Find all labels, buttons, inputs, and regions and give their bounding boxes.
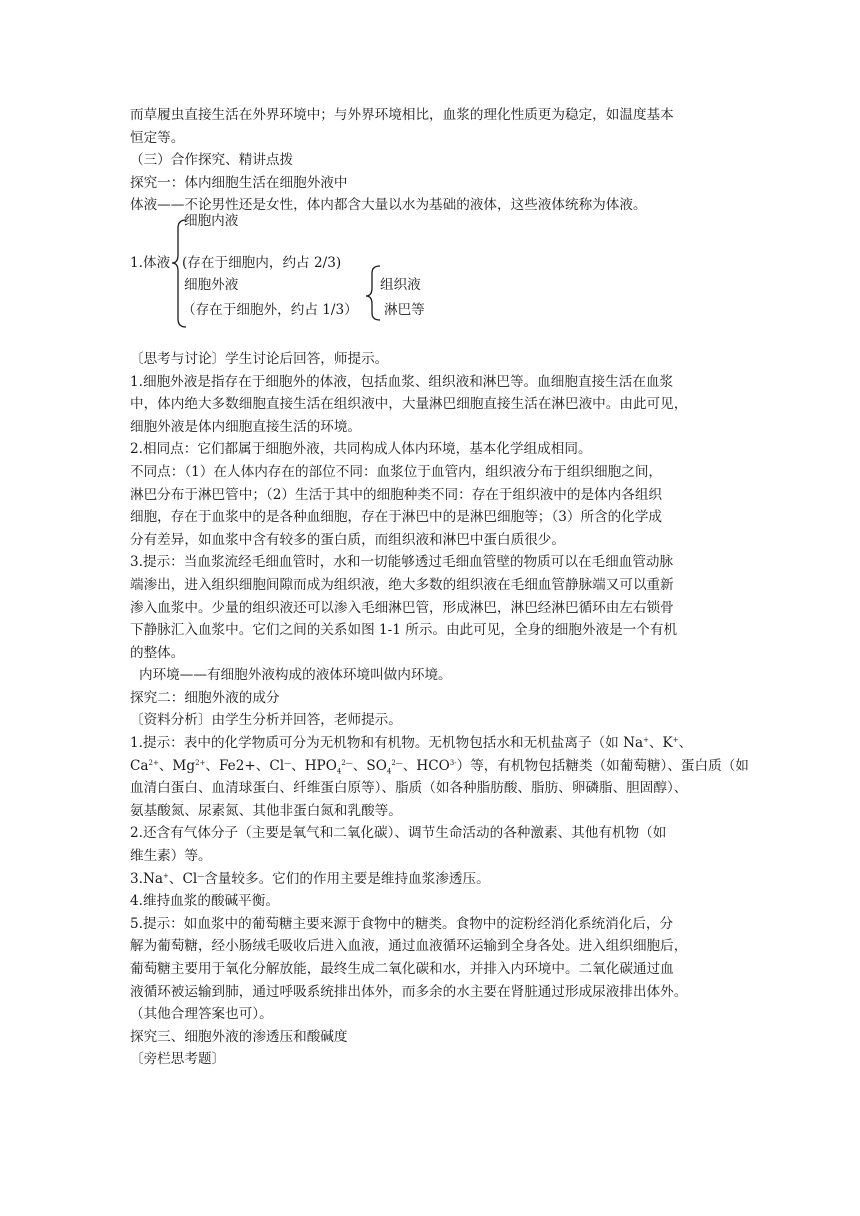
text-line: 细胞外液是体内细胞直接生活的环境。 (130, 418, 362, 435)
text-line: 中，体内绝大多数细胞直接生活在组织液中，大量淋巴细胞直接生活在淋巴液中。由此可见， (130, 396, 688, 413)
tissue-fluid-label: 组织液 (380, 276, 421, 293)
extra-note: （存在于细胞外，约占 1/3） (182, 301, 358, 318)
text-line: 不同点：（1）在人体内存在的部位不同：血浆位于血管内，组织液分布于组织细胞之间， (130, 463, 663, 480)
document-page (130, 104, 749, 1071)
text-line: 3.提示：当血浆流经毛细血管时，水和一切能够透过毛细血管壁的物质可以在毛细血管动脉 (130, 554, 674, 571)
text-line: 而草履虫直接生活在外界环境中；与外界环境相比，血浆的理化性质更为稳定，如温度基本 (130, 107, 674, 123)
text-line: 下静脉汇入血浆中。它们之间的关系如图 1-1 所示。由此可见，全身的细胞外液是一个有机 (130, 622, 678, 639)
text-line: 分有差异，如血浆中含有较多的蛋白质，而组织液和淋巴中蛋白质很少。 (130, 531, 565, 548)
text-line: 的整体。 (130, 644, 185, 661)
ion-line-2: $Ca^{2+}$、$Mg^{2+}$、Fe2+、Cl—、$HPO_4^{2—}$、$SO_4^{2—}$、$HCO^{3-}$）等，有机物包括糖类（如葡萄糖）、蛋白质（如 (130, 757, 749, 776)
na-cl-line: 3.Na+、Cl—含量较多。它们的作用主要是维持血浆渗透压。 (130, 870, 490, 887)
text-line: 液循环被运输到肺，通过呼吸系统排出体外，而多余的水主要在肾脏通过形成尿液排出体外。 (130, 983, 688, 1000)
spacer (130, 328, 735, 348)
lymph-label: 淋巴等 (384, 301, 425, 318)
text-line: 〔思考与讨论〕学生讨论后回答，师提示。 (130, 350, 389, 367)
text-line: （其他合理答案也可）。 (130, 1006, 273, 1023)
text-line: 淋巴分布于淋巴管中；（2）生活于其中的细胞种类不同：存在于组织液中的是体内各组织 (130, 486, 663, 503)
section-heading: 探究一：体内细胞生活在细胞外液中 (130, 174, 348, 191)
text-line: 2.相同点：它们都属于细胞外液，共同构成人体内环境，基本化学组成相同。 (130, 441, 592, 458)
text-line: 4.维持血浆的酸碱平衡。 (130, 893, 279, 910)
ion-line-1: 1.提示：表中的化学物质可分为无机物和有机物。无机物包括水和无机盐离子（如 Na+、K+、 (130, 735, 693, 752)
text-line: 〔旁栏思考题〕 (130, 1051, 226, 1068)
text-line: 氨基酸氮、尿素氮、其他非蛋白氮和乳酸等。 (130, 802, 402, 819)
text-line: 2.还含有气体分子（主要是氧气和二氧化碳）、调节生命活动的各种激素、其他有机物（如 (130, 825, 667, 842)
text-line: 体液——不论男性还是女性，体内都含大量以水为基础的液体，这些液体统称为体液。 (130, 197, 647, 214)
text-line: 葡萄糖主要用于氧化分解放能，最终生成二氧化碳和水，并排入内环境中。二氧化碳通过血 (130, 961, 674, 977)
text-line: 1.细胞外液是指存在于细胞外的体液，包括血浆、组织液和淋巴等。血细胞直接生活在血浆 (130, 373, 674, 390)
text-line: 恒定等。 (130, 129, 185, 146)
intra-note: (存在于细胞内，约占 2/3) (182, 254, 342, 271)
text-line: 维生素）等。 (130, 848, 212, 865)
root-label: 1.体液 (130, 254, 171, 271)
text-line: 细胞，存在于血浆中的是各种血细胞，存在于淋巴中的是淋巴细胞等；（3）所含的化学成 (130, 509, 663, 526)
text-line: 5.提示：如血浆中的葡萄糖主要来源于食物中的糖类。食物中的淀粉经消化系统消化后，分 (130, 915, 674, 932)
extra-label: 细胞外液 (184, 276, 239, 293)
text-line: 〔资料分析〕由学生分析并回答，老师提示。 (130, 712, 402, 729)
section-heading: 探究二：细胞外液的成分 (130, 689, 280, 706)
section-heading: 探究三、细胞外液的渗透压和酸碱度 (130, 1028, 348, 1045)
body-fluid-diagram (130, 212, 735, 328)
text-line: 端渗出，进入组织细胞间隙而成为组织液，绝大多数的组织液在毛细血管静脉端又可以重新 (130, 576, 674, 593)
section-heading: （三）合作探究、精讲点拨 (130, 152, 294, 169)
intra-label: 细胞内液 (184, 212, 239, 229)
text-line: 内环境——有细胞外液构成的液体环境叫做内环境。 (139, 667, 452, 684)
text-line: 解为葡萄糖，经小肠绒毛吸收后进入血液，通过血液循环运输到全身各处。进入组织细胞后， (130, 938, 688, 955)
text-line: 血清白蛋白、血清球蛋白、纤维蛋白原等）、脂质（如各种脂肪酸、脂肪、卵磷脂、胆固醇）、 (130, 780, 688, 797)
text-line: 渗入血浆中。少量的组织液还可以渗入毛细淋巴管，形成淋巴，淋巴经淋巴循环由左右锁骨 (130, 599, 674, 616)
